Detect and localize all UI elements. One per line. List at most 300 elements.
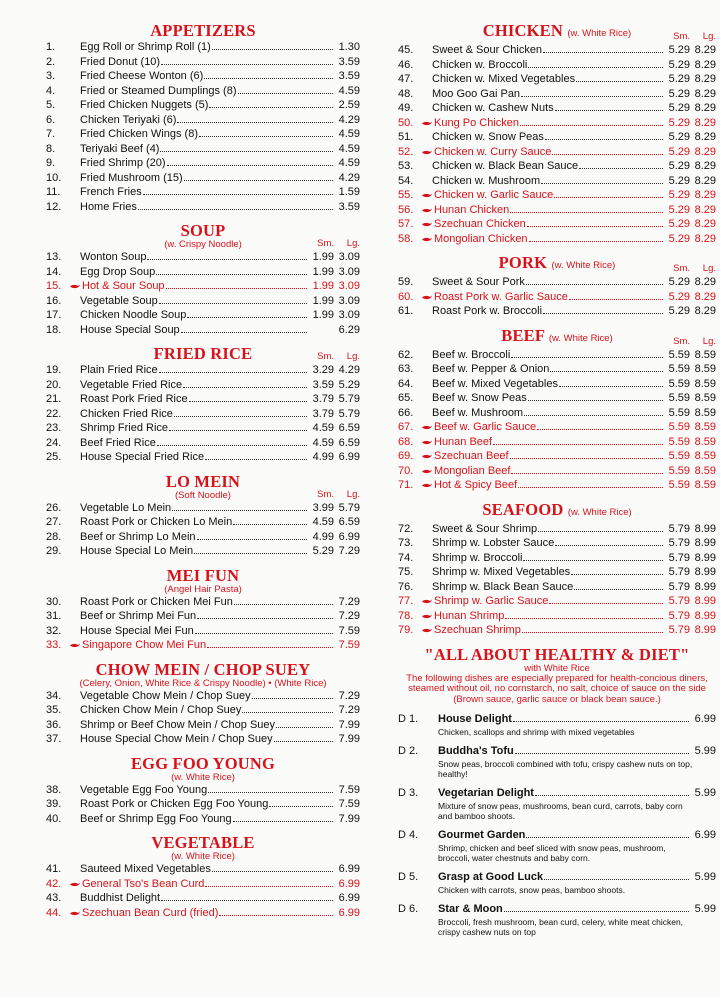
leader-dots: [526, 837, 689, 838]
menu-item: [398, 522, 716, 537]
price-small: 1.99: [312, 265, 334, 278]
section-title: BEEF: [501, 325, 545, 345]
menu-item: [46, 501, 360, 516]
item-name: Fried Chicken Wings (8): [80, 128, 198, 140]
menu-item: [398, 785, 716, 801]
menu-item: [398, 565, 716, 580]
item-list: [398, 43, 716, 246]
section-note: (w. White Rice): [171, 851, 235, 862]
item-name: Vegetable Chow Mein / Chop Suey: [80, 689, 251, 702]
item-name: Gourmet Garden: [438, 829, 526, 841]
price-small: 5.29: [668, 232, 690, 245]
price-large: 8.99: [694, 522, 716, 535]
menu-item: [398, 420, 716, 435]
item-number: 58.: [398, 232, 414, 245]
item-number: 39.: [46, 798, 62, 810]
item-price: 7.99: [338, 733, 360, 745]
price-large: 8.29: [694, 44, 716, 56]
size-small-label: Sm.: [673, 335, 690, 347]
section-title: CHICKEN: [482, 21, 564, 40]
item-number: 61.: [398, 305, 414, 317]
menu-item: [46, 891, 360, 906]
item-name: Chicken Teriyaki (6): [80, 113, 177, 126]
item-name: Szechuan Bean Curd (fried): [82, 906, 219, 919]
menu-item: [46, 378, 360, 393]
leader-dots: [541, 183, 663, 184]
item-name: Chicken w. Broccoli: [432, 58, 528, 71]
chili-pepper-icon: [422, 628, 432, 633]
item-name: Shrimp w. Lobster Sauce: [432, 537, 555, 549]
item-name: Chicken Chow Mein / Chop Suey: [80, 704, 242, 716]
item-number: 22.: [46, 407, 62, 420]
price-large: 6.99: [338, 530, 360, 543]
price-small: 5.29: [668, 131, 690, 143]
item-number: 34.: [46, 689, 62, 702]
menu-item: [46, 279, 360, 294]
leader-dots: [515, 753, 689, 754]
section-title: FRIED RICE: [153, 344, 253, 363]
item-number: 50.: [398, 116, 414, 129]
menu-item: [46, 624, 360, 639]
price-large: 5.79: [338, 407, 360, 420]
menu-item: [46, 595, 360, 610]
item-price: 5.99: [694, 787, 716, 799]
leader-dots: [233, 821, 333, 822]
item-description: Chicken, scallops and shrimp with mixed vegetables: [438, 727, 635, 737]
item-name: Shrimp w. Broccoli: [432, 551, 523, 564]
item-number: 27.: [46, 516, 62, 528]
item-number: 68.: [398, 435, 414, 448]
menu-item: [398, 275, 716, 290]
price-small: 5.29: [668, 203, 690, 216]
item-name: Fried Shrimp (20): [80, 157, 166, 169]
item-number: D 5.: [398, 871, 419, 883]
section-note: (Angel Hair Pasta): [164, 583, 242, 595]
menu-item: [398, 304, 716, 319]
item-price: 4.59: [338, 157, 360, 169]
section-note: (Soft Noodle): [175, 489, 231, 501]
leader-dots: [197, 539, 307, 540]
menu-item: [398, 116, 716, 131]
menu-item: [46, 250, 360, 265]
item-name: Szechuan Shrimp: [434, 624, 521, 636]
price-large: 8.59: [694, 392, 716, 404]
item-name: House Special Mei Fun: [80, 624, 194, 637]
item-price: 7.59: [338, 639, 360, 651]
item-number: 48.: [398, 87, 414, 100]
price-large: 8.29: [694, 131, 716, 143]
item-name: Buddhist Delight: [80, 892, 161, 904]
item-name: General Tso's Bean Curd: [82, 877, 205, 890]
leader-dots: [511, 357, 663, 358]
section-title: PORK: [498, 253, 548, 272]
menu-item: [46, 392, 360, 407]
item-name: Teriyaki Beef (4): [80, 142, 160, 155]
menu-item: [398, 174, 716, 189]
item-number: D 3.: [398, 787, 419, 799]
price-large: 3.09: [338, 265, 360, 278]
price-large: 8.29: [694, 160, 716, 172]
item-name: Roast Pork w. Broccoli: [432, 305, 543, 317]
leader-dots: [552, 154, 663, 155]
item-name: French Fries: [80, 186, 142, 198]
chili-pepper-icon: [422, 150, 432, 155]
leader-dots: [169, 430, 307, 431]
price-large: 8.59: [694, 435, 716, 448]
section-title: EGG FOO YOUNG: [130, 753, 276, 773]
item-number: 29.: [46, 545, 62, 557]
price-large: 8.29: [694, 203, 716, 216]
item-number: 70.: [398, 464, 414, 477]
size-header: [664, 263, 716, 274]
price-large: 8.29: [694, 218, 716, 230]
price-large: 8.59: [694, 363, 716, 375]
item-name: Shrimp w. Garlic Sauce: [434, 595, 549, 607]
item-number: 6.: [46, 113, 56, 126]
item-list: [398, 522, 716, 638]
section-note: (w. White Rice): [567, 506, 632, 518]
item-name: Singapore Chow Mei Fun: [82, 639, 207, 651]
item-name: Moo Goo Gai Pan: [432, 87, 521, 100]
item-number: 1.: [46, 41, 56, 53]
item-number: D 2.: [398, 745, 419, 757]
leader-dots: [543, 52, 663, 53]
item-description: Shrimp, chicken and beef sliced with snow peas, mushroom, broccoli, water chestnuts and baby corn.: [438, 843, 666, 863]
menu-item: [398, 188, 716, 203]
item-number: 44.: [46, 906, 62, 919]
item-list: [398, 348, 716, 493]
item-list: [46, 595, 360, 653]
item-number: 21.: [46, 393, 62, 405]
price-small: 1.99: [312, 280, 334, 292]
item-list: [46, 783, 360, 827]
item-number: 56.: [398, 203, 414, 216]
menu-item: [46, 703, 360, 718]
price-large: 8.99: [694, 580, 716, 593]
item-price: 6.99: [338, 892, 360, 904]
item-name: Sweet & Sour Shrimp: [432, 522, 538, 535]
item-number: 30.: [46, 595, 62, 608]
item-price: 4.29: [338, 171, 360, 184]
price-large: 8.59: [694, 406, 716, 419]
item-price: 6.99: [338, 906, 360, 919]
leader-dots: [233, 524, 307, 525]
item-number: 74.: [398, 551, 414, 564]
menu-item: [398, 217, 716, 232]
price-small: 5.29: [668, 174, 690, 187]
price-large: 8.59: [694, 464, 716, 477]
leader-dots: [518, 487, 663, 488]
fried-rice-section: [46, 345, 360, 465]
left-column: [46, 22, 360, 920]
item-number: 72.: [398, 522, 414, 535]
menu-item: [46, 609, 360, 624]
item-price: 5.99: [694, 871, 716, 883]
price-small: 5.29: [668, 276, 690, 288]
price-small: 5.79: [668, 566, 690, 578]
item-list: [46, 363, 360, 465]
chili-pepper-icon: [70, 643, 80, 648]
menu-item: [398, 72, 716, 87]
chili-pepper-icon: [422, 121, 432, 126]
menu-item: [398, 594, 716, 609]
price-large: 6.59: [338, 516, 360, 528]
price-large: 8.99: [694, 609, 716, 622]
item-list: [46, 250, 360, 337]
menu-item: [46, 98, 360, 113]
menu-item: [46, 185, 360, 200]
price-small: 5.59: [668, 348, 690, 361]
item-name: Buddha's Tofu: [438, 745, 514, 757]
chili-pepper-icon: [422, 599, 432, 604]
chili-pepper-icon: [70, 284, 80, 289]
leader-dots: [172, 510, 307, 511]
leader-dots: [505, 618, 663, 619]
leader-dots: [181, 332, 307, 333]
price-small: 4.59: [312, 422, 334, 434]
leader-dots: [549, 603, 663, 604]
section-header: [398, 22, 716, 43]
menu-item: [398, 101, 716, 116]
price-large: 5.29: [338, 378, 360, 391]
menu-item: [46, 127, 360, 142]
price-small: 5.29: [668, 189, 690, 201]
price-small: 5.29: [668, 44, 690, 56]
price-small: 5.59: [668, 479, 690, 491]
price-small: 5.59: [668, 464, 690, 477]
price-large: 5.79: [338, 393, 360, 405]
item-list: [398, 275, 716, 319]
price-small: 5.59: [668, 450, 690, 462]
item-list: [46, 40, 360, 214]
price-large: 8.29: [694, 232, 716, 245]
price-small: 5.59: [668, 363, 690, 375]
leader-dots: [194, 553, 307, 554]
section-title: MEI FUN: [166, 565, 240, 585]
item-number: 71.: [398, 479, 414, 491]
leader-dots: [147, 259, 307, 260]
item-list: [46, 862, 360, 920]
item-number: 78.: [398, 609, 414, 622]
soup-section: [46, 222, 360, 337]
menu-item: [398, 43, 716, 58]
item-price: 2.59: [338, 99, 360, 111]
leader-dots: [204, 78, 333, 79]
item-price: 7.29: [338, 689, 360, 702]
item-name: Roast Pork or Chicken Mei Fun: [80, 595, 233, 608]
menu-item: [46, 450, 360, 465]
item-name: Wonton Soup: [80, 251, 147, 263]
item-price: 6.99: [338, 863, 360, 875]
section-title: VEGETABLE: [151, 833, 255, 852]
section-header: [46, 345, 360, 363]
leader-dots: [555, 110, 663, 111]
leader-dots: [520, 125, 663, 126]
leader-dots: [174, 416, 307, 417]
item-name: Shrimp w. Mixed Vegetables: [432, 566, 571, 578]
item-name: Beef Fried Rice: [80, 436, 156, 449]
menu-item: [398, 406, 716, 421]
item-number: 13.: [46, 251, 62, 263]
size-large-label: Lg.: [702, 31, 716, 42]
size-small-label: Sm.: [673, 263, 690, 274]
leader-dots: [159, 303, 307, 304]
item-number: 35.: [46, 704, 62, 716]
item-number: 33.: [46, 639, 62, 651]
menu-item: [398, 623, 716, 638]
size-header: [308, 489, 360, 500]
price-small: 5.29: [668, 160, 690, 172]
leader-dots: [513, 721, 689, 722]
item-name: Chicken w. Cashew Nuts: [432, 102, 554, 114]
item-number: 32.: [46, 624, 62, 637]
size-large-label: Lg.: [346, 351, 360, 362]
item-name: Chicken Fried Rice: [80, 407, 173, 420]
menu-item: [46, 156, 360, 171]
item-price: 5.99: [694, 903, 716, 915]
item-price: 4.29: [338, 113, 360, 126]
price-large: 8.59: [694, 377, 716, 390]
item-name: Chicken w. Mixed Vegetables: [432, 73, 576, 85]
item-number: 31.: [46, 610, 62, 622]
menu-item: [46, 544, 360, 559]
leader-dots: [522, 632, 663, 633]
leader-dots: [555, 545, 663, 546]
item-price: 4.59: [338, 142, 360, 155]
item-name: Beef or Shrimp Egg Foo Young: [80, 812, 232, 825]
item-name: Grasp at Good Luck: [438, 871, 544, 883]
menu-item: [46, 308, 360, 323]
price-small: 3.79: [312, 393, 334, 405]
price-small: 3.79: [312, 407, 334, 420]
item-number: 25.: [46, 451, 62, 463]
healthy-diet-section: [398, 646, 716, 938]
item-price: 6.99: [694, 829, 716, 841]
item-name: Sweet & Sour Pork: [432, 276, 525, 288]
price-large: 5.79: [338, 501, 360, 514]
chili-pepper-icon: [422, 237, 432, 242]
menu-item: [46, 732, 360, 747]
price-small: 5.29: [668, 87, 690, 100]
leader-dots: [571, 574, 663, 575]
item-number: 73.: [398, 537, 414, 549]
leader-dots: [559, 386, 663, 387]
menu-item: [46, 515, 360, 530]
menu-item: [46, 906, 360, 921]
menu-item: [398, 348, 716, 363]
price-large: 8.59: [694, 450, 716, 462]
item-name: Chicken w. Curry Sauce: [434, 145, 552, 158]
menu-item: [46, 718, 360, 733]
item-price: 4.59: [338, 128, 360, 140]
item-name: Beef w. Mushroom: [432, 406, 524, 419]
item-number: 75.: [398, 566, 414, 578]
item-name: Hot & Spicy Beef: [434, 479, 518, 491]
leader-dots: [526, 284, 663, 285]
menu-item: [398, 580, 716, 595]
price-large: 3.09: [338, 309, 360, 321]
leader-dots: [160, 151, 333, 152]
item-name: Chicken w. Black Bean Sauce: [432, 160, 579, 172]
price-small: 5.79: [668, 537, 690, 549]
item-name: Beef or Shrimp Lo Mein: [80, 530, 196, 543]
price-large: 8.29: [694, 189, 716, 201]
chili-pepper-icon: [422, 193, 432, 198]
seafood-section: [398, 501, 716, 638]
item-name: Chicken w. Snow Peas: [432, 131, 544, 143]
price-large: 8.29: [694, 290, 716, 303]
menu-item: [46, 113, 360, 128]
leader-dots: [550, 371, 663, 372]
menu-item: [398, 145, 716, 160]
section-header: [46, 240, 360, 250]
price-small: 5.29: [668, 145, 690, 158]
item-number: 52.: [398, 145, 414, 158]
item-number: 64.: [398, 377, 414, 390]
item-price: 3.59: [338, 200, 360, 213]
item-name: Beef w. Garlic Sauce: [434, 421, 537, 433]
item-name: Vegetable Fried Rice: [80, 378, 183, 391]
price-small: 5.59: [668, 377, 690, 390]
item-list: [398, 711, 716, 937]
chili-pepper-icon: [70, 911, 80, 916]
section-title: APPETIZERS: [150, 21, 256, 40]
beef-section: [398, 327, 716, 493]
item-price: 7.29: [338, 595, 360, 608]
item-number: 36.: [46, 718, 62, 731]
menu-item: [46, 783, 360, 798]
price-large: 6.59: [338, 436, 360, 449]
leader-dots: [528, 400, 663, 401]
item-price: 1.30: [338, 41, 360, 53]
leader-dots: [523, 560, 663, 561]
leader-dots: [569, 299, 663, 300]
item-number: 41.: [46, 863, 62, 875]
item-name: Hunan Chicken: [434, 203, 510, 216]
item-price: 7.99: [338, 812, 360, 825]
item-name: House Special Chow Mein / Chop Suey: [80, 733, 273, 745]
item-description: Snow peas, broccoli combined with tofu, crispy cashew nuts on top, healthy!: [438, 759, 693, 779]
item-number: 63.: [398, 363, 414, 375]
leader-dots: [207, 647, 333, 648]
chili-pepper-icon: [422, 483, 432, 488]
price-large: 8.29: [694, 174, 716, 187]
item-number: 54.: [398, 174, 414, 187]
item-price: 7.29: [338, 704, 360, 716]
item-number: 53.: [398, 160, 414, 172]
leader-dots: [545, 139, 663, 140]
item-number: 8.: [46, 142, 56, 155]
item-price: 7.59: [338, 783, 360, 796]
leader-dots: [187, 317, 307, 318]
chili-pepper-icon: [422, 454, 432, 459]
leader-dots: [521, 96, 663, 97]
leader-dots: [208, 792, 333, 793]
price-small: 4.99: [312, 451, 334, 463]
item-name: Fried Cheese Wonton (6): [80, 70, 204, 82]
leader-dots: [138, 209, 333, 210]
menu-item: [398, 159, 716, 174]
leader-dots: [167, 165, 333, 166]
price-large: 3.09: [338, 280, 360, 292]
menu-item: [46, 142, 360, 157]
size-large-label: Lg.: [346, 488, 360, 500]
item-name: Hunan Shrimp: [434, 609, 505, 622]
price-small: 5.79: [668, 580, 690, 593]
item-name: Star & Moon: [438, 903, 503, 915]
leader-dots: [544, 879, 689, 880]
item-number: 9.: [46, 157, 56, 169]
